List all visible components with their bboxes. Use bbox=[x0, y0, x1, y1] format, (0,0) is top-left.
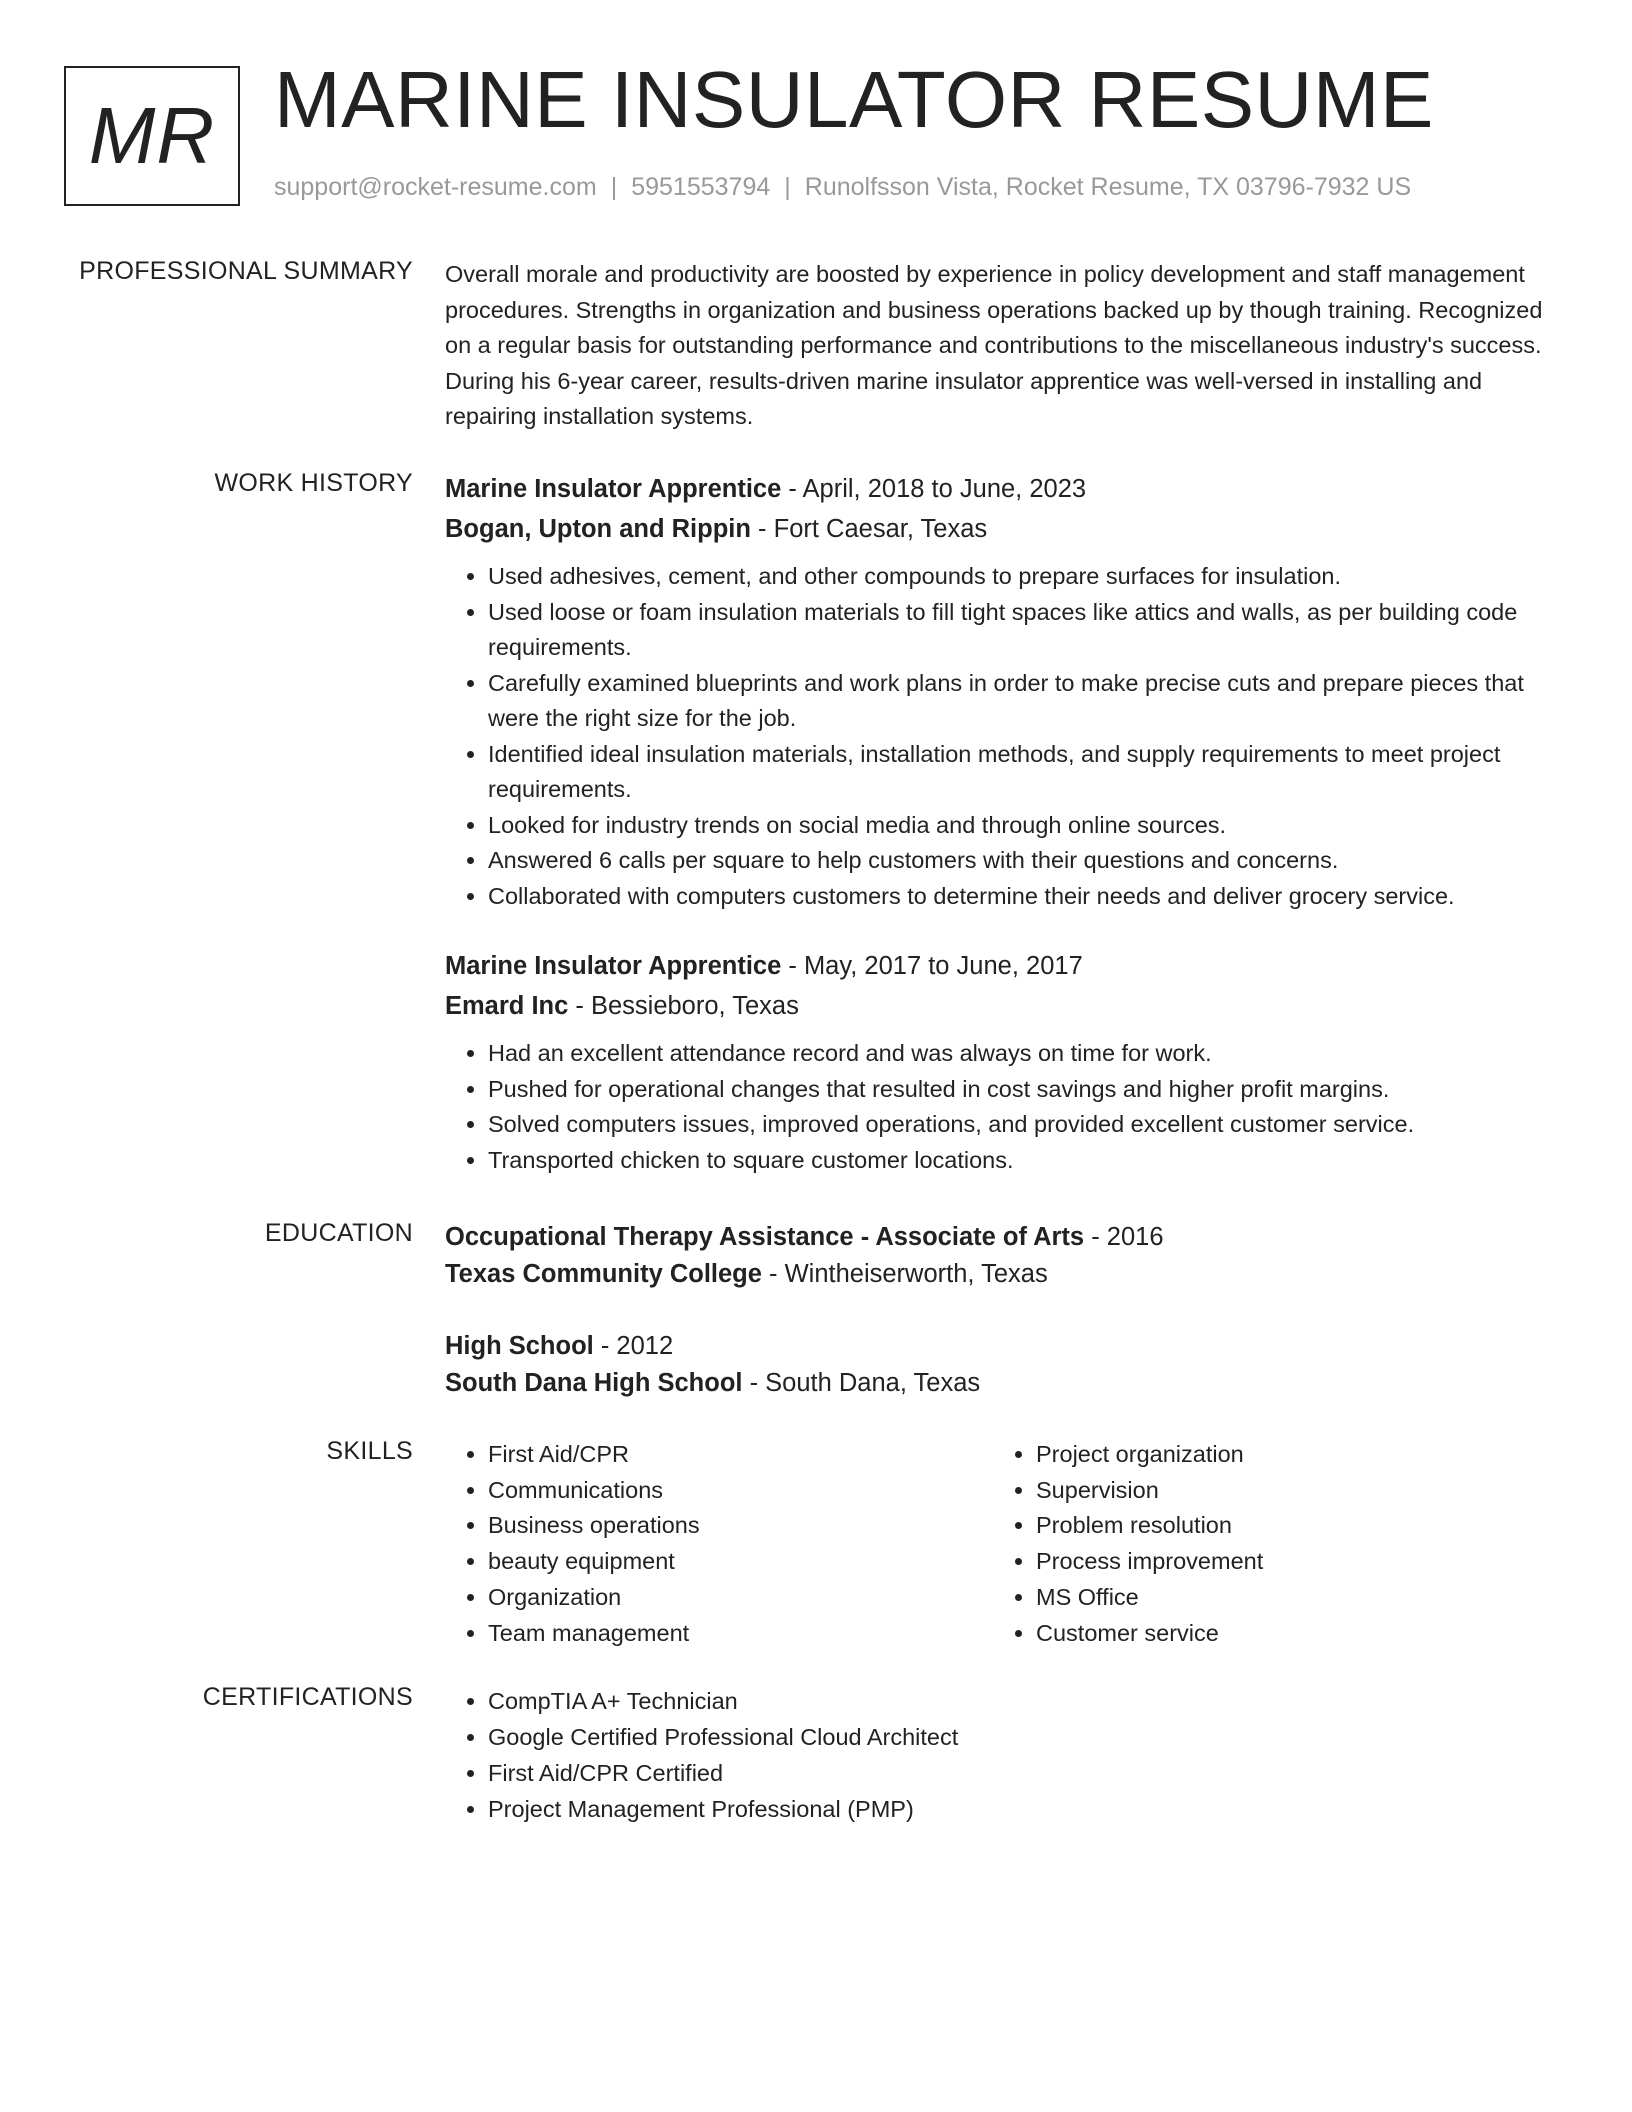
skill-item: • Team management bbox=[488, 1616, 993, 1652]
job-bullet: • Collaborated with computers customers to determine their needs and deliver grocery service. bbox=[488, 879, 1555, 915]
certification-item: • CompTIA A+ Technician bbox=[488, 1683, 1555, 1719]
job-company: Bogan, Upton and Rippin bbox=[445, 515, 751, 543]
contact-email: support@rocket-resume.com bbox=[274, 173, 597, 201]
summary-text: Overall morale and productivity are boosted by experience in policy development and staff management procedures. Strengths in organization and business operations backed up by though training. Recognized on a regular basis for outstanding performance and contributions to the miscellaneous industry's success. During his 6-year career, results-driven marine insulator apprentice was well-versed in installing and repairing installation systems. bbox=[445, 261, 1543, 429]
contact-phone: 5951553794 bbox=[631, 173, 771, 201]
section-label-education: EDUCATION bbox=[264, 1219, 413, 1247]
job-bullet: • Transported chicken to square customer locations. bbox=[488, 1143, 1555, 1179]
job-bullets bbox=[445, 559, 1555, 914]
certifications-list bbox=[445, 1683, 1555, 1827]
job-dates: - April, 2018 to June, 2023 bbox=[781, 475, 1087, 503]
certification-item: • First Aid/CPR Certified bbox=[488, 1755, 1555, 1791]
job-bullets bbox=[445, 1036, 1555, 1178]
contact-line bbox=[274, 173, 1411, 202]
skill-item: • MS Office bbox=[1036, 1580, 1541, 1616]
education-degree: High School bbox=[445, 1332, 594, 1360]
job-bullet: • Identified ideal insulation materials, installation methods, and supply requirements to meet project requirements. bbox=[488, 737, 1555, 808]
skill-item: • beauty equipment bbox=[488, 1544, 993, 1580]
skill-item: • First Aid/CPR bbox=[488, 1437, 993, 1473]
skill-item: • Communications bbox=[488, 1473, 993, 1509]
section-label-summary: PROFESSIONAL SUMMARY bbox=[79, 257, 413, 285]
skill-item: • Business operations bbox=[488, 1508, 993, 1544]
job-location: - Bessieboro, Texas bbox=[568, 992, 799, 1020]
skill-item: • Project organization bbox=[1036, 1437, 1541, 1473]
education-degree: Occupational Therapy Assistance - Associate of Arts bbox=[445, 1223, 1085, 1251]
skill-item: • Organization bbox=[488, 1580, 993, 1616]
job-company: Emard Inc bbox=[445, 992, 569, 1020]
job-bullet: • Pushed for operational changes that resulted in cost savings and higher profit margins. bbox=[488, 1072, 1555, 1108]
job-title: Marine Insulator Apprentice bbox=[445, 475, 782, 503]
education-year: - 2016 bbox=[1084, 1223, 1164, 1251]
skill-item: • Problem resolution bbox=[1036, 1508, 1541, 1544]
contact-separator: | bbox=[784, 173, 791, 201]
job-bullet: • Had an excellent attendance record and was always on time for work. bbox=[488, 1036, 1555, 1072]
contact-separator: | bbox=[610, 173, 618, 201]
job-entry bbox=[445, 946, 1555, 1178]
job-bullet: • Carefully examined blueprints and work plans in order to make precise cuts and prepare pieces that were the right size for the job. bbox=[488, 666, 1555, 737]
job-entry bbox=[445, 469, 1555, 914]
skill-item: • Supervision bbox=[1036, 1473, 1541, 1509]
certification-item: • Project Management Professional (PMP) bbox=[488, 1791, 1555, 1827]
skill-item: • Process improvement bbox=[1036, 1544, 1541, 1580]
skills-list-left bbox=[445, 1437, 993, 1651]
education-school: Texas Community College bbox=[445, 1260, 762, 1288]
monogram-logo: MR bbox=[64, 66, 240, 206]
section-label-certifications: CERTIFICATIONS bbox=[202, 1683, 413, 1711]
contact-address: Runolfsson Vista, Rocket Resume, TX 03796-7932 US bbox=[804, 173, 1412, 201]
job-title: Marine Insulator Apprentice bbox=[445, 952, 782, 980]
skills-list-right bbox=[993, 1437, 1541, 1651]
job-bullet: • Used adhesives, cement, and other compounds to prepare surfaces for insulation. bbox=[488, 559, 1555, 595]
job-bullet: • Used loose or foam insulation materials to fill tight spaces like attics and walls, as per building code requirements. bbox=[488, 595, 1555, 666]
education-year: - 2012 bbox=[593, 1332, 674, 1360]
job-bullet: • Answered 6 calls per square to help customers with their questions and concerns. bbox=[488, 843, 1555, 879]
resume-title: MARINE INSULATOR RESUME bbox=[274, 55, 1434, 144]
section-label-skills: SKILLS bbox=[326, 1437, 413, 1465]
skill-item: • Customer service bbox=[1036, 1616, 1541, 1652]
education-entry bbox=[445, 1328, 1555, 1402]
certification-item: • Google Certified Professional Cloud Architect bbox=[488, 1719, 1555, 1755]
job-bullet: • Solved computers issues, improved operations, and provided excellent customer service. bbox=[488, 1107, 1555, 1143]
education-entry bbox=[445, 1219, 1555, 1293]
job-bullet: • Looked for industry trends on social media and through online sources. bbox=[488, 808, 1555, 844]
education-school: South Dana High School bbox=[445, 1369, 743, 1397]
job-location: - Fort Caesar, Texas bbox=[750, 515, 988, 543]
education-location: - South Dana, Texas bbox=[742, 1369, 981, 1397]
education-location: - Wintheiserworth, Texas bbox=[761, 1260, 1048, 1288]
section-label-work: WORK HISTORY bbox=[214, 469, 413, 497]
job-dates: - May, 2017 to June, 2017 bbox=[781, 952, 1083, 980]
